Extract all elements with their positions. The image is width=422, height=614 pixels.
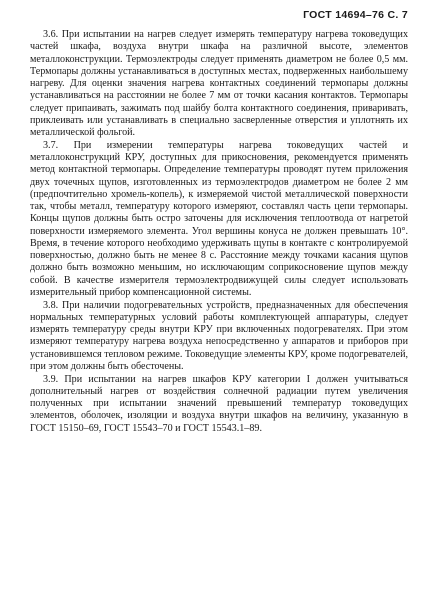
page-body	[30, 29, 408, 435]
paragraph-3-8: 3.8. При наличии подогревательных устройств, предназначенных для обеспечения нормальных температурных условий работы комплектующей аппаратуры, следует измерять температуру среды внутри КРУ при включенных подогревателях. При этом измеряют температуру нагрева воздуха непосредственно у аппаратов и приборов при установившемся тепловом режиме. Токоведущие элементы КРУ, кроме подогревателей, при этом должны быть обесточены.	[30, 299, 408, 372]
page-header: ГОСТ 14694–76 С. 7	[303, 9, 408, 21]
paragraph-3-7: 3.7. При измерении температуры нагрева токоведущих частей и металлоконструкций КРУ, доступных для прикосновения, рекомендуется применять метод контактной термопары. Определение температуры проводят путем приложения двух точечных щупов, изготовленных из термоэлектродов диаметром не более 2 мм (предпочтительно хромель-копель), к измеряемой чистой металлической поверхности так, чтобы металл, температуру которого измеряют, составлял часть цепи термопары. Концы щупов должны быть остро заточены для исключения теплоотвода от нагретой поверхности измеряемого элемента. Угол вершины конуса не должен превышать 10°. Время, в течение которого необходимо удерживать щупы в контакте с контролируемой поверхностью, должно быть не менее 8 с. Расстояние между точками касания щупов должно быть возможно меньшим, но исключающим соприкосновение щупов между собой. В качестве измерителя термоэлектродвижущей силы следует использовать измерительный прибор компенсационной системы.	[30, 139, 408, 298]
paragraph-3-9: 3.9. При испытании на нагрев шкафов КРУ категории I должен учитываться дополнительный нагрев от воздействия солнечной радиации путем увеличения полученных при испытании значений превышений температур токоведущих элементов, оболочек, изоляции и воздуха внутри шкафов на величину, указанную в ГОСТ 15150–69, ГОСТ 15543–70 и ГОСТ 15543.1–89.	[30, 373, 408, 434]
paragraph-3-6: 3.6. При испытании на нагрев следует измерять температуру нагрева токоведущих частей шкафа, воздуха внутри шкафа на различной высоте, элементов металлоконструкции. Термоэлектроды следует применять диаметром не более 0,5 мм. Термопары должны устанавливаться в доступных местах, подверженных наибольшему нагреву. Для оценки значения нагрева контактных соединений термопары должны устанавливаться на расстоянии не более 7 мм от точки касания контактов. Термопары следует припаивать, зажимать под шайбу болта контактного соединения, приваривать, приклеивать или устанавливать в специально засверленные отверстия и уплотнять их металлической фольгой.	[30, 29, 408, 138]
